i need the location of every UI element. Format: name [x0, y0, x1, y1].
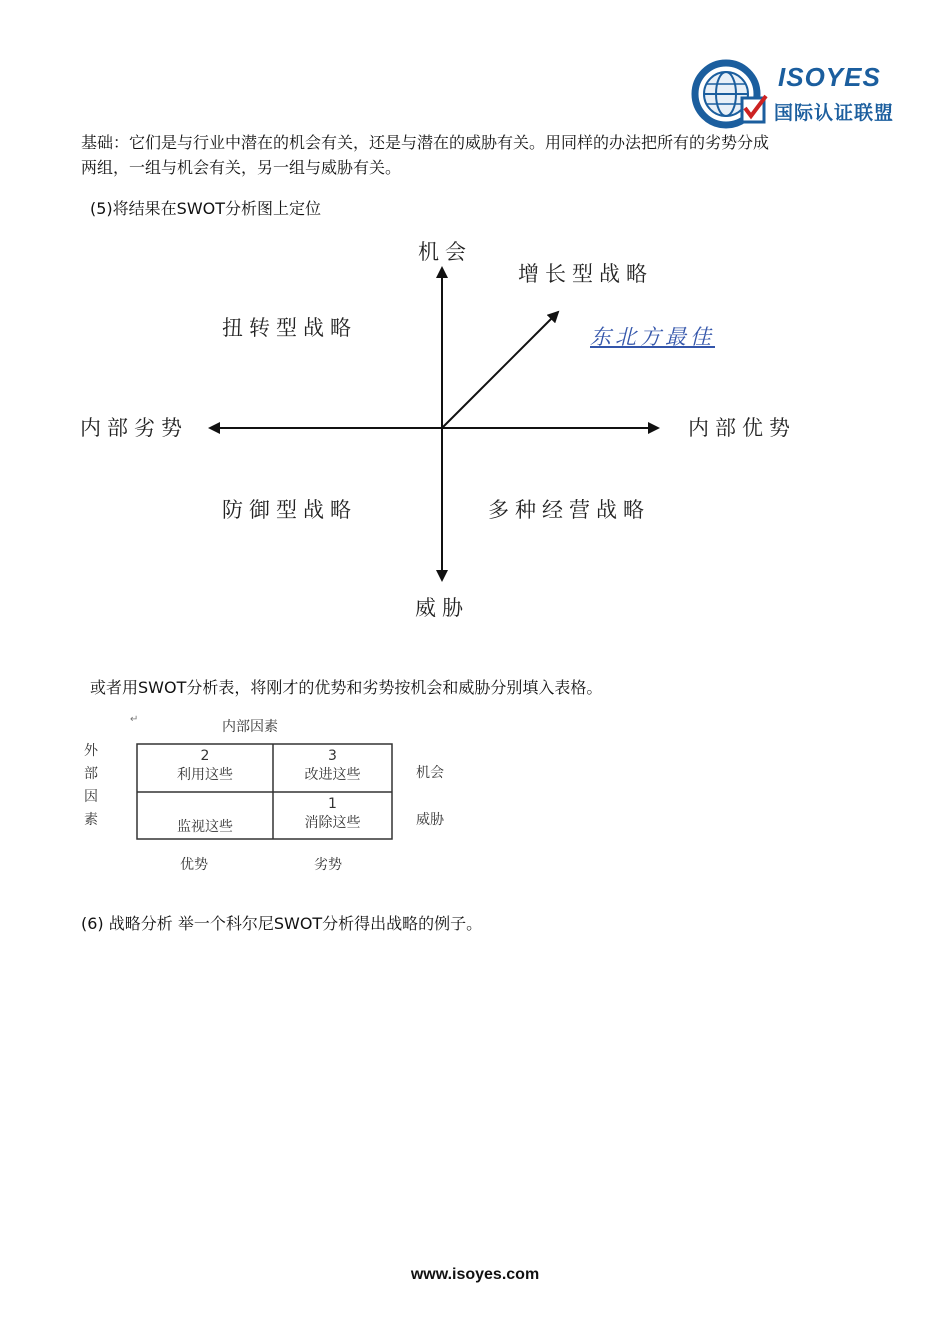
- cell-eliminate-number: 1: [328, 796, 337, 812]
- quadrant-diversification-strategy: 多种经营战略: [488, 498, 650, 522]
- axis-label-internal-weakness: 内部劣势: [80, 416, 188, 440]
- best-direction-label: 东北方最佳: [590, 325, 715, 349]
- header-external-1: 外: [84, 743, 98, 759]
- step-6-heading: (6) 战略分析 举一个科尔尼SWOT分析得出战略的例子。: [81, 914, 483, 933]
- cell-eliminate: [273, 796, 392, 832]
- axis-label-opportunity: 机会: [418, 240, 472, 264]
- row-label-threat: 威胁: [416, 812, 444, 828]
- header-internal-factors: 内部因素: [222, 719, 278, 735]
- table-intro-text: 或者用SWOT分析表，将刚才的优势和劣势按机会和威胁分别填入表格。: [90, 678, 603, 697]
- logo-name-en: ISOYES: [778, 62, 881, 92]
- cell-monitor: [137, 796, 273, 836]
- logo-name-cn: 国际认证联盟: [774, 102, 895, 124]
- paragraph-line-2: 两组，一组与机会有关，另一组与威胁有关。: [81, 158, 402, 177]
- col-label-weakness: 劣势: [314, 857, 342, 873]
- quadrant-defensive-strategy: 防御型战略: [222, 498, 357, 522]
- footer-url[interactable]: www.isoyes.com: [410, 1266, 540, 1283]
- return-mark: ↵: [130, 714, 139, 725]
- axis-label-internal-strength: 内部优势: [688, 416, 796, 440]
- cell-improve-text: 改进这些: [304, 767, 361, 783]
- paragraph-line-1: 基础：它们是与行业中潜在的机会有关，还是与潜在的威胁有关。用同样的办法把所有的劣势分成: [81, 133, 770, 152]
- cell-utilize: [137, 748, 273, 784]
- axis-label-threat: 威胁: [415, 596, 469, 620]
- header-external-4: 素: [84, 812, 98, 828]
- header-external-2: 部: [84, 766, 98, 782]
- cell-utilize-number: 2: [200, 748, 210, 764]
- col-label-strength: 优势: [180, 857, 208, 873]
- cell-improve-number: 3: [328, 748, 337, 764]
- quadrant-growth-strategy: 增长型战略: [518, 262, 653, 286]
- cell-monitor-text: 监视这些: [177, 819, 233, 835]
- header-external-3: 因: [84, 789, 98, 805]
- quadrant-turnaround-strategy: 扭转型战略: [222, 316, 357, 340]
- row-label-opportunity: 机会: [416, 765, 444, 781]
- cell-utilize-text: 利用这些: [177, 767, 233, 783]
- cell-improve: [273, 748, 392, 784]
- cell-eliminate-text: 消除这些: [304, 815, 361, 831]
- cell-monitor-number: [137, 796, 273, 816]
- step-5-heading: (5)将结果在SWOT分析图上定位: [90, 199, 322, 218]
